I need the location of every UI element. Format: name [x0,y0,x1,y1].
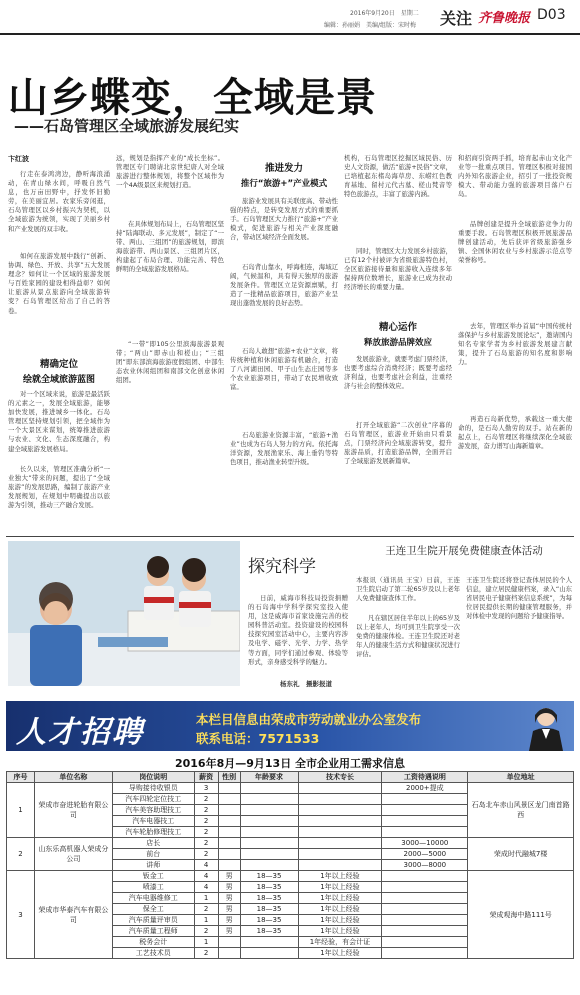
header-rule [0,33,580,35]
photo-credit: 杨东礼 摄影报道 [280,680,332,688]
health-lead: 本报讯（通讯员 王宝）日前，王连卫生院启动了第二轮65岁及以上老年人免费健康查体工作。 [356,576,460,603]
company-name: 山东乐高机器人荣成分公司 [34,838,112,871]
column-header: 性别 [218,772,240,783]
skill-requirement: 1年以上经验 [298,948,382,959]
headcount: 2 [194,849,218,860]
gender [218,783,240,794]
column-3 [230,154,338,522]
students-photo [8,541,240,686]
table-row [7,871,574,882]
row-number: 2 [7,838,35,871]
paragraph: 石岛旅游业资源丰富，“旅游+渔业”也成为石岛人努力的方向。依托海洋资源，发展渔家乐、海上垂钓等特色项目，推动渔业转型升级。 [230,431,338,467]
science-body: 日前，威海市科技局投资捐赠的石岛海中学科学探究室投入使用，这是威海市首家设施完善的校园科普活动室。投资建设的校园科技探究园室活动中心，主要内容涉及电学、磁学、光学、力学、热学等方面，同学们通过参观、体验等形式，亲身感受科学的魅力。 [248,594,348,666]
headcount: 1 [194,915,218,926]
skill-requirement: 1年以上经验 [298,882,382,893]
pay-description [382,805,468,816]
pay-description [382,948,468,959]
section-subheading: 绘就全域旅游蓝图 [22,375,95,385]
age-requirement [240,849,298,860]
age-requirement [240,827,298,838]
company-address: 荣成观海中路111号 [468,871,574,959]
column-header: 单位名称 [34,772,112,783]
column-header: 岗位说明 [112,772,194,783]
business-woman-icon [521,703,571,751]
pay-description: 2000+提成 [382,783,468,794]
headcount: 2 [194,827,218,838]
story-divider [6,536,574,537]
pay-description [382,926,468,937]
headcount: 4 [194,882,218,893]
headcount: 1 [194,937,218,948]
pay-description: 2000—5000 [382,849,468,860]
job-title: 汽车美容助理技工 [112,805,194,816]
pay-description [382,816,468,827]
gender [218,937,240,948]
skill-requirement: 1年经验，有会计证 [298,937,382,948]
job-title: 汽车电器技工 [112,816,194,827]
paragraph: 在具体规划布局上，石岛管理区坚持“陆海联动、多元发展”，制定了“一带、两山、三组团”的旅游规划，即滨海旅游带、两山景区、三组团片区，构建起了布局合理、功能完善、特色鲜明的全域旅游发展格局。 [116,220,224,274]
section-name: 关注 [440,9,473,28]
byline: 卞红波 [8,155,29,163]
table-header-row [7,772,574,783]
job-title: 汽车四轮定位技工 [112,794,194,805]
table-row [7,783,574,794]
page-number: D03 [537,7,566,23]
column-5 [458,154,572,533]
pay-description: 3000—8000 [382,860,468,871]
gender [218,838,240,849]
job-title: 汽车质量工程师 [112,926,194,937]
age-requirement: 18—35 [240,882,298,893]
paragraph: 长久以来，管理区准确分析“一业独大”带来的问题，提出了“全域旅游”的发展思路，编制了旅游产业发展规划，在规划中明确提出以旅游为引领，推动三产融合发展。 [8,465,110,510]
paragraph: 石岛背山靠水，呼海相连，海域辽阔，气候温和，具有得天独厚的旅游发展条件。管理区立足资源禀赋，打造了一批精品旅游项目，旅游产业呈现出蓬勃发展的良好态势。 [230,263,338,308]
pay-description: 3000—10000 [382,838,468,849]
job-title: 税务会计 [112,937,194,948]
age-requirement: 18—35 [240,893,298,904]
company-name: 荣成市奋进轮胎有限公司 [34,783,112,838]
paper-logo: 齐鲁晚报 [478,11,531,26]
paragraph: 如何在旅游发展中践行“创新、协调、绿色、开放、共享”五大发展理念？如何让一个区域的旅游发展与百姓家园的建设相得益彰？如何让旅游从景点旅游向全域旅游转变？石岛管理区给出了自己的答卷。 [8,252,110,315]
editor-line: 编辑：孙丽娟 美编/组版：宋时梅 [324,22,417,29]
pay-description [382,915,468,926]
row-number: 3 [7,871,35,959]
pay-description [382,937,468,948]
issue-date: 2016年9月20日 星期二 [350,10,419,17]
job-title: 汽车质量评审员 [112,915,194,926]
job-title: 店长 [112,838,194,849]
job-table-wrap [6,771,574,959]
headcount: 2 [194,948,218,959]
headcount: 4 [194,871,218,882]
headcount: 2 [194,816,218,827]
gender: 男 [218,904,240,915]
age-requirement [240,948,298,959]
paragraph: 再造石岛新优势，承载这一重大使命的，是石岛人勤劳的双手。站在新的起点上，石岛管理区将继续深化全域旅游发展，奋力谱写山海新篇章。 [458,415,572,451]
paragraph: 行走在泰鸿湾边，静听海浪涌动，在青山绿水间，呼吸自然气息，也万亩田野中，抒发怀旧勤劳，在美丽宜居。农家乐旁闲逛，石岛管理区以乡村振兴为契机，以全域旅游为统领，实现了美丽乡村和产业发展的双丰收。 [8,170,110,233]
skill-requirement: 1年以上经验 [298,904,382,915]
job-title: 导购接待收银员 [112,783,194,794]
paragraph: 发展旅游业，就要考虑门票经济，也要考虑综合消费经济；既要考虑经济利益，也要考虑社会利益，注重经济与社会的整体效应。 [344,355,452,391]
pay-description [382,882,468,893]
students-photo-illustration [8,541,240,686]
headcount: 2 [194,805,218,816]
age-requirement: 18—35 [240,926,298,937]
company-address: 荣成时代融城7楼 [468,838,574,871]
job-title: 喷漆工 [112,882,194,893]
skill-requirement [298,838,382,849]
paragraph: 同时，管理区大力发展乡村旅游，已有12个村被评为省级旅游特色村，全区旅游接待量和旅游收入连续多年保持两位数增长，旅游业已成为拉动经济增长的重要力量。 [344,247,452,292]
column-header: 年龄要求 [240,772,298,783]
recruit-phone: 联系电话：7571533 [196,731,320,746]
paragraph: 旅游业发展具有关联度高、带动性强的特点，是转变发展方式的重要抓手。石岛管理区大力推行“旅游+”产业模式，促进旅游与相关产业深度融合，带动区域经济全面发展。 [230,197,338,242]
main-subheadline: ——石岛管理区全域旅游发展纪实 [14,117,240,135]
age-requirement: 18—35 [240,915,298,926]
gender [218,860,240,871]
job-title: 汽车轮胎修理技工 [112,827,194,838]
table-row [7,838,574,849]
job-table [6,771,574,959]
pay-description [382,871,468,882]
skill-requirement [298,860,382,871]
science-headline: 探究科学 [248,557,316,577]
column-header: 序号 [7,772,35,783]
gender [218,816,240,827]
column-1 [8,154,110,529]
skill-requirement [298,794,382,805]
section-heading: 精确定位 [39,359,78,370]
skill-requirement [298,805,382,816]
headcount: 4 [194,860,218,871]
company-name: 荣成市华泰汽车有限公司 [34,871,112,959]
skill-requirement [298,783,382,794]
gender: 男 [218,882,240,893]
headcount: 2 [194,794,218,805]
age-requirement [240,860,298,871]
skill-requirement: 1年以上经验 [298,871,382,882]
section-subheading: 释放旅游品牌效应 [363,338,432,348]
column-header: 单位地址 [468,772,574,783]
health-headline: 王连卫生院开展免费健康查体活动 [385,545,543,557]
column-header: 工资待遇说明 [382,772,468,783]
job-title: 工艺技术员 [112,948,194,959]
paragraph: 打开全域旅游“二次创业”序幕的石岛管理区，旅游业开始由只看景点，门票经济向全域旅游转变，提升旅游品质，打造旅游品牌，全面开启了全域旅游发展新篇章。 [344,421,452,466]
pay-description [382,904,468,915]
headcount: 2 [194,838,218,849]
headcount: 2 [194,926,218,937]
age-requirement [240,937,298,948]
row-number: 1 [7,783,35,838]
recruit-notice: 本栏目信息由荣成市劳动就业办公室发布 [196,712,422,727]
gender: 男 [218,926,240,937]
health-body-continued: 王连卫生院还将登记查体居民的个人信息，建立居民健康档案，录入“山东省居民电子健康档案信息系统”，为每位居民提供长期的健康管理服务，并对体检中发现的问题给予健康指导。 [466,576,572,621]
gender: 男 [218,871,240,882]
column-header: 技术专长 [298,772,382,783]
health-body: 凡在辖区居住半年以上的65岁及以上老年人，均可到卫生院享受一次免费的健康体检。王连卫生院还对老年人的健康生活方式和健康状况进行评估。 [356,614,460,659]
age-requirement: 18—35 [240,871,298,882]
company-address: 石岛北车赤山风景区龙门南首路西 [468,783,574,838]
headcount: 3 [194,783,218,794]
recruit-banner [6,701,574,751]
job-title: 汽车电器维修工 [112,893,194,904]
age-requirement [240,805,298,816]
skill-requirement: 1年以上经验 [298,893,382,904]
paragraph: 品牌创建是提升全域旅游竞争力的重要手段。石岛管理区积极开展旅游品牌创建活动，先后获评省级旅游强乡镇、全国休闲农业与乡村旅游示范点等荣誉称号。 [458,220,572,265]
skill-requirement [298,849,382,860]
pay-description [382,893,468,904]
job-title: 钣金工 [112,871,194,882]
recruit-title: 人才招聘 [16,715,144,750]
skill-requirement: 1年以上经验 [298,915,382,926]
column-4 [344,154,452,503]
job-title: 前台 [112,849,194,860]
paragraph: “一带”即105公里滨海旅游景观带；“两山”即赤山和槎山；“三组团”即东部滨海旅游度假组团、中部生态农业休闲组团和南部文化创意休闲组团。 [116,340,224,385]
headcount: 2 [194,904,218,915]
skill-requirement [298,816,382,827]
column-2 [116,154,224,532]
skill-requirement: 1年以上经验 [298,926,382,937]
job-title: 保全工 [112,904,194,915]
age-requirement [240,838,298,849]
paragraph: 机构，石岛管理区挖掘区域民俗、历史人文资源，做活“旅游+民俗”文章，已培植起东楮岛海草房、东崂红色教育基地、留村元代古墓、槎山梵音等特色旅游点，丰富了旅游内涵。 [344,154,452,199]
gender [218,827,240,838]
gender [218,948,240,959]
gender [218,794,240,805]
pay-description [382,794,468,805]
gender: 男 [218,915,240,926]
gender [218,849,240,860]
paragraph: 石岛人敢想“旅游+农业”文章，将传统种植和休闲旅游有机融合，打造了八河湖田园、甲子山生态庄园等多个农业旅游项目，带动了农民增收致富。 [230,347,338,392]
paragraph: 远，规划是指挥产业的“成长坐标”。管理区专门聘请北京世纪唐人对全域旅游进行整体规划，将整个区域作为一个4A级景区来规划打造。 [116,154,224,190]
main-headline: 山乡蝶变，全域是景 [8,75,377,121]
age-requirement [240,794,298,805]
paragraph: 去年，管理区举办首届“中国传统村落保护与乡村旅游发展论坛”，邀请国内知名专家学者为乡村旅游发展建言献策，提升了石岛旅游的知名度和影响力。 [458,322,572,367]
age-requirement [240,816,298,827]
job-table-title: 2016年8月—9月13日 全市企业用工需求信息 [174,757,406,770]
age-requirement [240,783,298,794]
section-subheading: 推行“旅游+”产业模式 [240,179,328,189]
skill-requirement [298,827,382,838]
section-heading: 推进发力 [264,163,303,174]
gender: 男 [218,893,240,904]
section-heading: 精心运作 [378,322,417,333]
headcount: 1 [194,893,218,904]
job-title: 讲师 [112,860,194,871]
paragraph: 和招商引资两手抓，培育起赤山文化产业等一批重点项目。管理区积极对接国内外知名旅游企业，招引了一批投资规模大、带动能力强的旅游项目落户石岛。 [458,154,572,199]
paragraph: 对一个区域来说，旅游是最活跃的元素之一，发展全域旅游，能够加快发展，推进城乡一体化。石岛管理区坚持规划引领，把全域作为一个大景区来谋划，统筹推进旅游与农业、文化、生态深度融合，构建全域旅游发展格局。 [8,390,110,453]
pay-description [382,827,468,838]
column-header: 薪资 [194,772,218,783]
gender [218,805,240,816]
age-requirement: 18—35 [240,904,298,915]
